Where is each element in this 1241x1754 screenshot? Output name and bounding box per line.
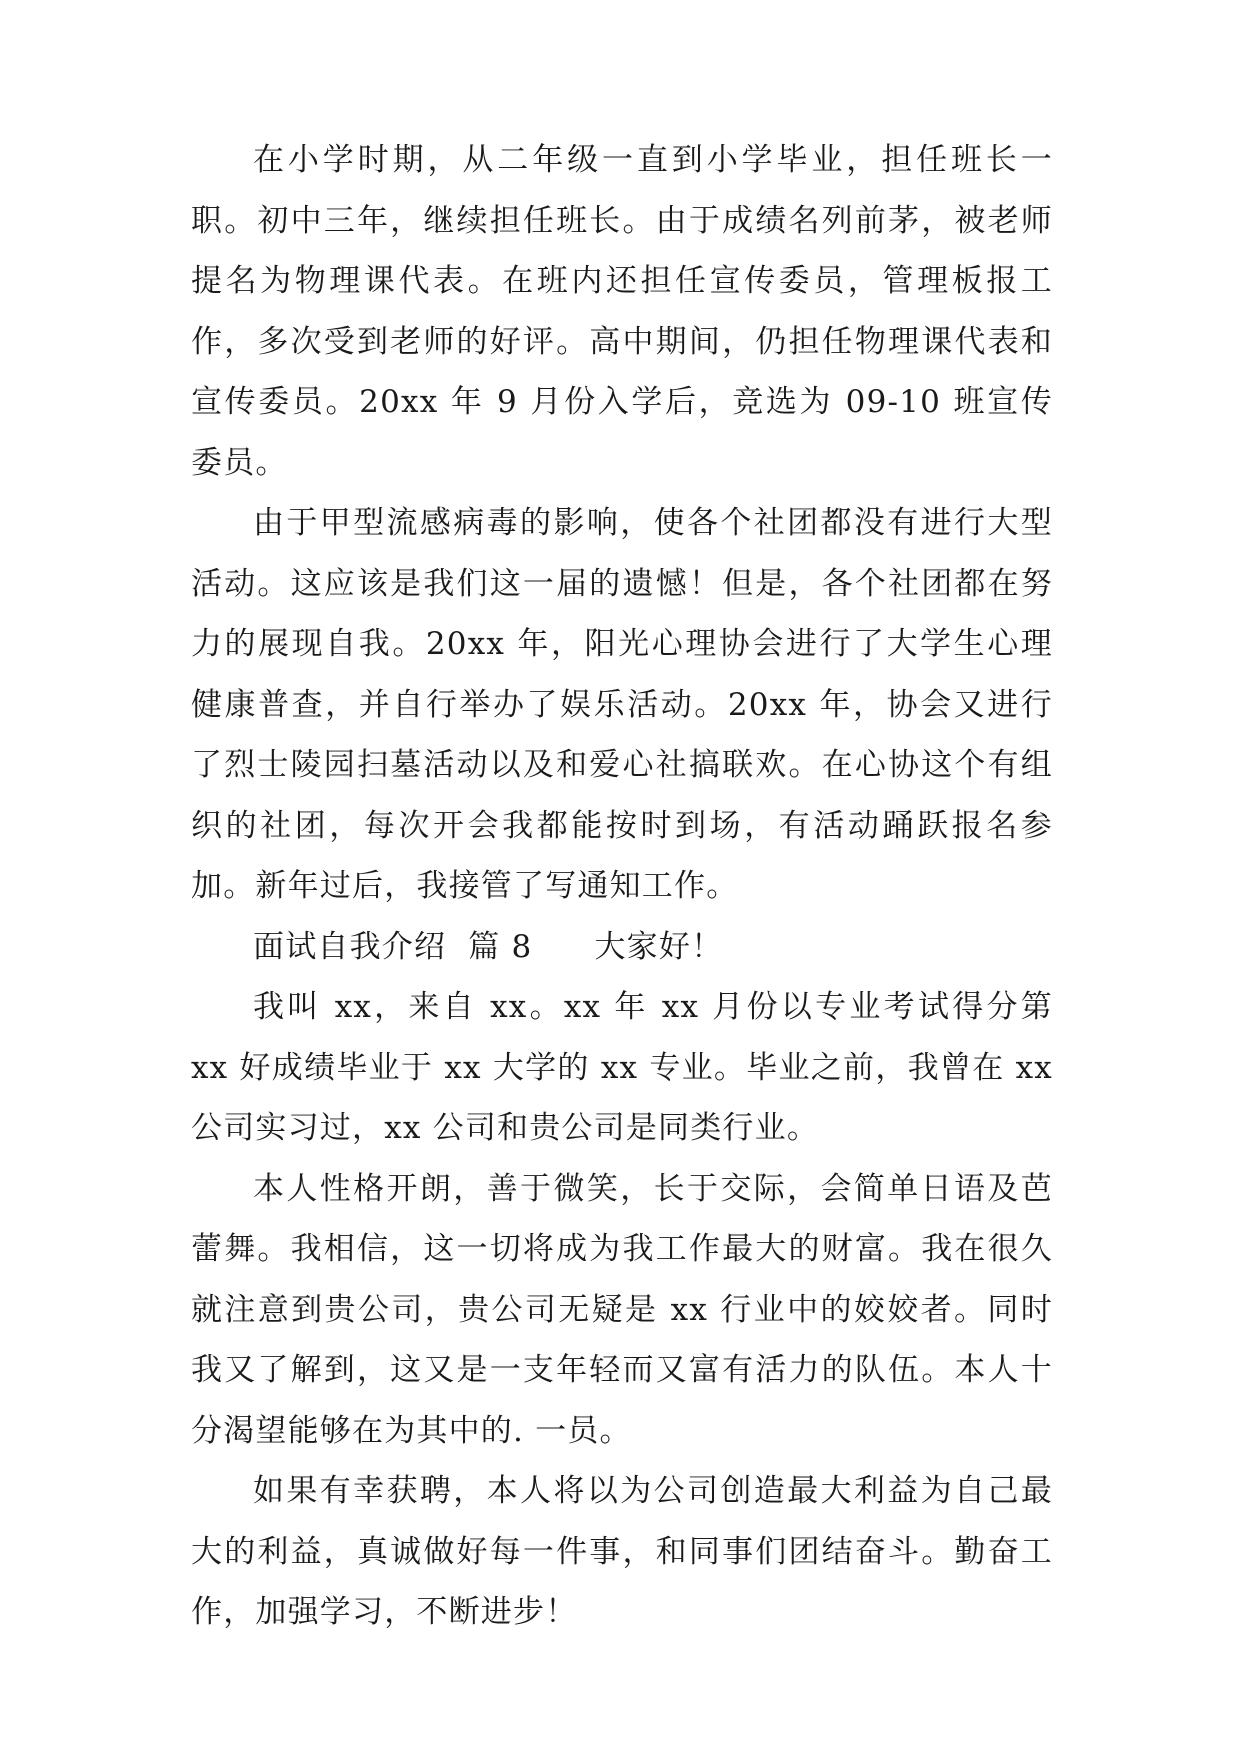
section-title: 面试自我介绍 篇 8 [253,928,533,965]
paragraph-commitment: 如果有幸获聘，本人将以为公司创造最大利益为自己最大的利益，真诚做好每一件事，和同事们团结奋斗。勤奋工作，加强学习，不断进步！ [191,1473,1053,1630]
paragraph-introduction: 我叫 xx，来自 xx。xx 年 xx 月份以专业考试得分第 xx 好成绩毕业于 xx 大学的 xx 专业。毕业之前，我曾在 xx 公司实习过，xx 公司和贵公司是同类行业。 [191,989,1053,1146]
paragraph-school-roles: 在小学时期，从二年级一直到小学毕业，担任班长一职。初中三年，继续担任班长。由于成绩名列前茅，被老师提名为物理课代表。在班内还担任宣传委员，管理板报工作，多次受到老师的好评。高中期间，仍担任物理课代表和宣传委员。20xx 年 9 月份入学后，竞选为 09-10 班宣传委员。 [191,142,1053,481]
document-body [191,130,1053,1643]
paragraph-personality: 本人性格开朗，善于微笑，长于交际，会简单日语及芭蕾舞。我相信，这一切将成为我工作最大的财富。我在很久就注意到贵公司，贵公司无疑是 xx 行业中的姣姣者。同时我又了解到，这又是一支年轻而又富有活力的队伍。本人十分渴望能够在为其中的. 一员。 [191,1170,1053,1449]
greeting: 大家好！ [594,928,724,965]
section-heading [191,917,1053,978]
paragraph-club-activities: 由于甲型流感病毒的影响，使各个社团都没有进行大型活动。这应该是我们这一届的遗憾！但是，各个社团都在努力的展现自我。20xx 年，阳光心理协会进行了大学生心理健康普查，并自行举办了娱乐活动。20xx 年，协会又进行了烈士陵园扫墓活动以及和爱心社搞联欢。在心协这个有组织的社团，每次开会我都能按时到场，有活动踊跃报名参加。新年过后，我接管了写通知工作。 [191,505,1053,904]
